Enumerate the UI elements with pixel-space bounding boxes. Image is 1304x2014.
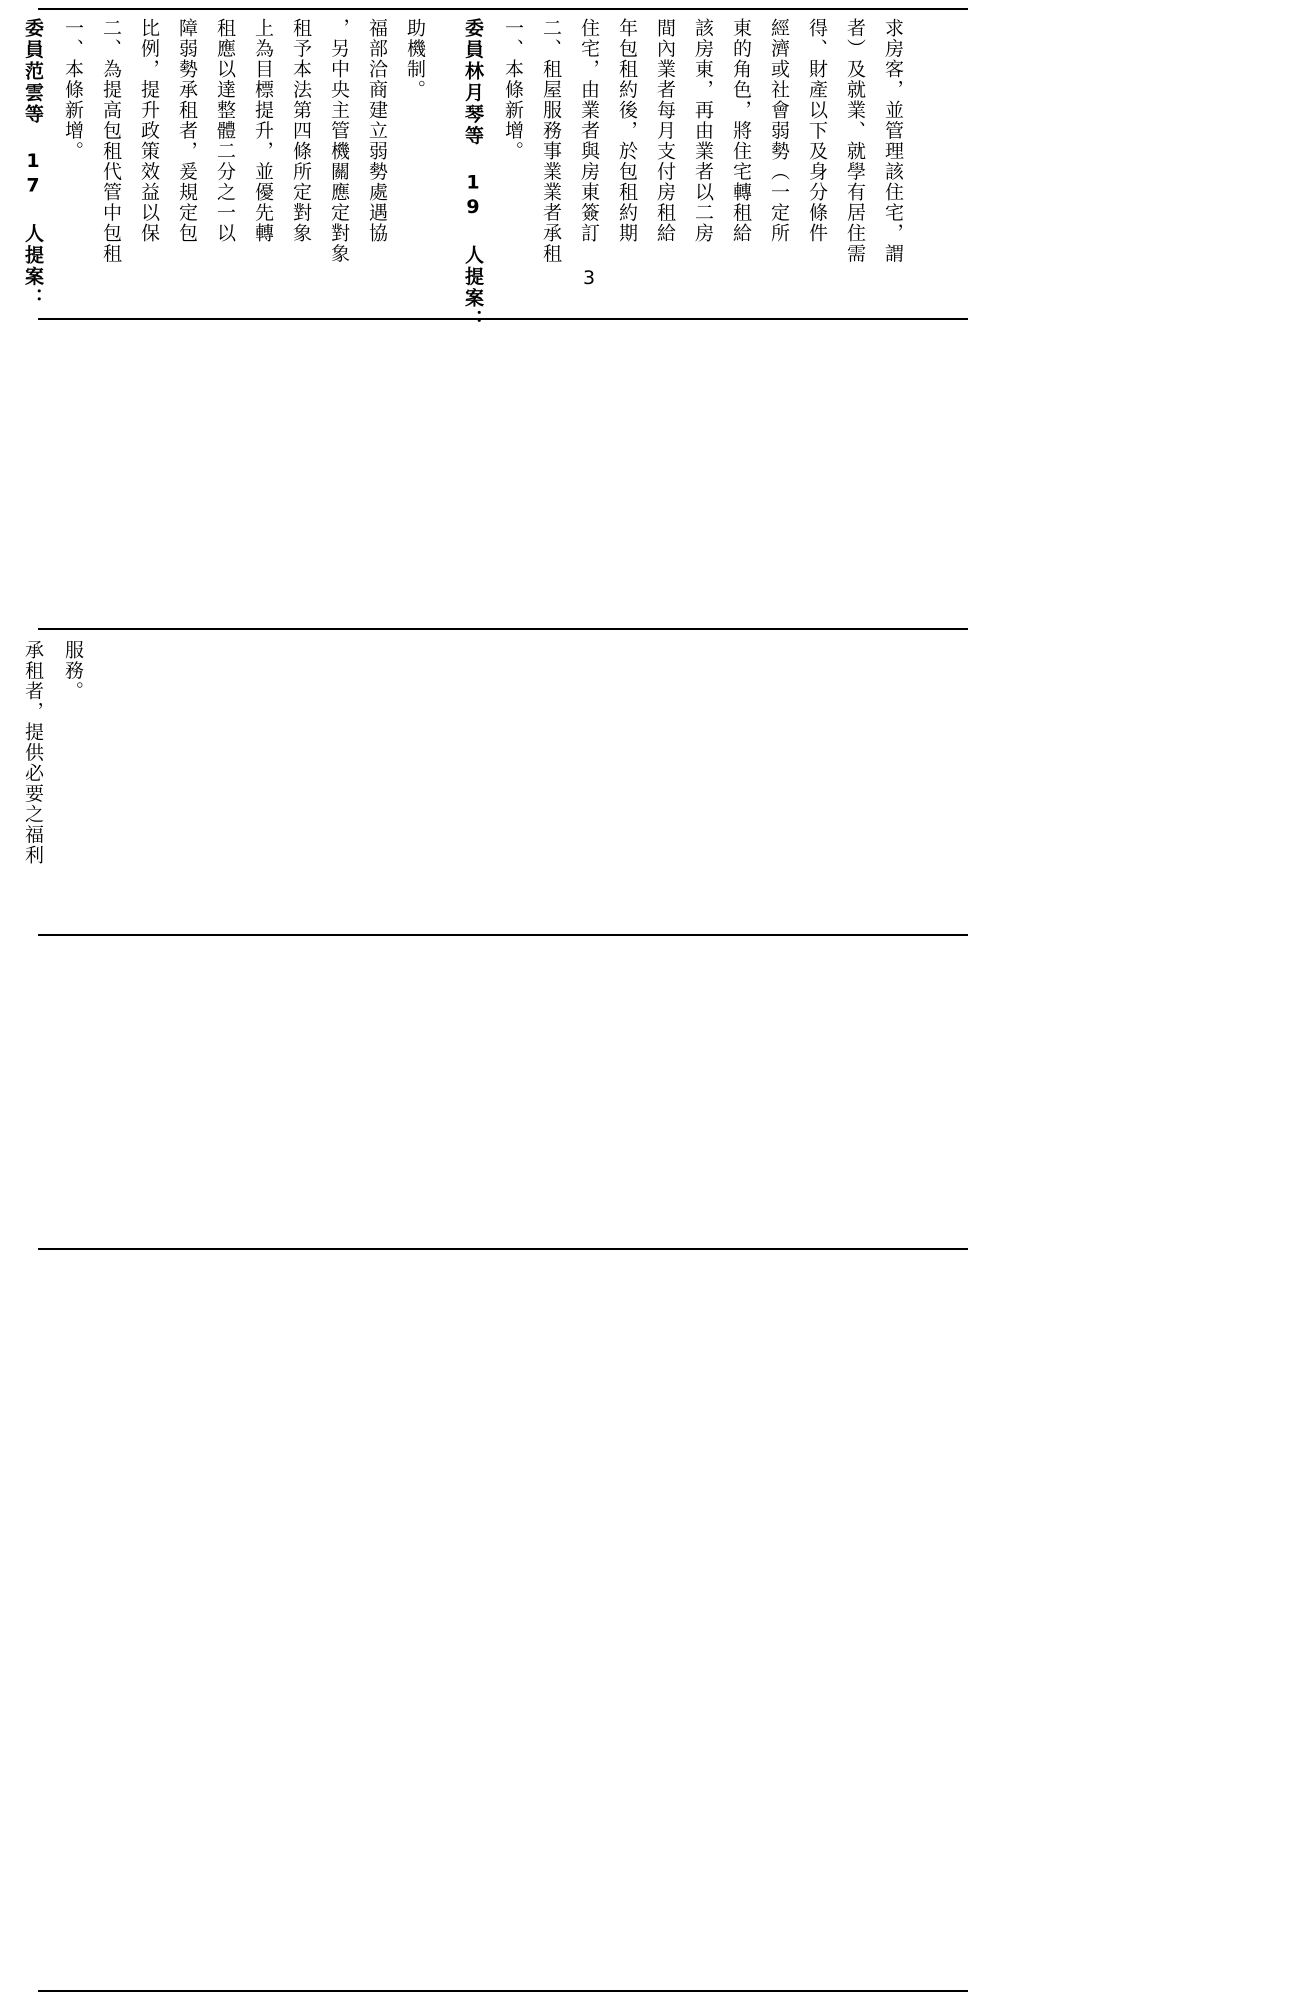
section-lin-line-10: 者）及就業、就學有居住需 — [844, 18, 866, 264]
section-heading-lin-yue-qin: 委員林月琴等 19 人提案： — [462, 18, 484, 331]
section-fan-yun-line-8: ，另中央主管機關應定對象 — [328, 18, 350, 264]
section-fan-yun-line-10: 助機制。 — [404, 18, 426, 100]
divider-rule-bottom — [38, 1990, 968, 1992]
section-lin-line-9: 得、財產以下及身分條件 — [806, 18, 828, 244]
section-fan-yun-line-4: 障弱勢承租者，爰規定包 — [176, 18, 198, 244]
section-lin-line-4: 年包租約後，於包租約期 — [616, 18, 638, 244]
continuation-line-2: 服務。 — [62, 640, 84, 702]
section-heading-fan-yun: 委員范雲等 17 人提案： — [22, 18, 44, 310]
section-lin-line-7: 東的角色，將住宅轉租給 — [730, 18, 752, 244]
section-lin-line-2: 二、租屋服務事業業者承租 — [540, 18, 562, 264]
continuation-line-1: 承租者，提供必要之福利 — [22, 640, 44, 866]
section-fan-yun-line-1: 一、本條新增。 — [62, 18, 84, 162]
divider-rule-d — [38, 1248, 968, 1250]
section-lin-line-5: 間內業者每月支付房租給 — [654, 18, 676, 244]
divider-rule-b — [38, 628, 968, 630]
section-lin-line-8: 經濟或社會弱勢（一定所 — [768, 18, 790, 244]
section-lin-line-6: 該房東，再由業者以二房 — [692, 18, 714, 244]
section-fan-yun-line-3: 比例，提升政策效益以保 — [138, 18, 160, 244]
divider-rule-top — [38, 8, 968, 10]
section-fan-yun-line-5: 租應以達整體二分之一以 — [214, 18, 236, 244]
section-fan-yun-line-6: 上為目標提升，並優先轉 — [252, 18, 274, 244]
divider-rule-c — [38, 934, 968, 936]
section-lin-line-3: 住宅，由業者與房東簽訂 3 — [578, 18, 600, 291]
section-lin-line-1: 一、本條新增。 — [502, 18, 524, 162]
section-fan-yun-line-2: 二、為提高包租代管中包租 — [100, 18, 122, 264]
divider-rule-a — [38, 318, 968, 320]
section-fan-yun-line-9: 福部洽商建立弱勢處遇協 — [366, 18, 388, 244]
section-lin-line-11: 求房客，並管理該住宅，謂 — [882, 18, 904, 264]
section-fan-yun-line-7: 租予本法第四條所定對象 — [290, 18, 312, 244]
